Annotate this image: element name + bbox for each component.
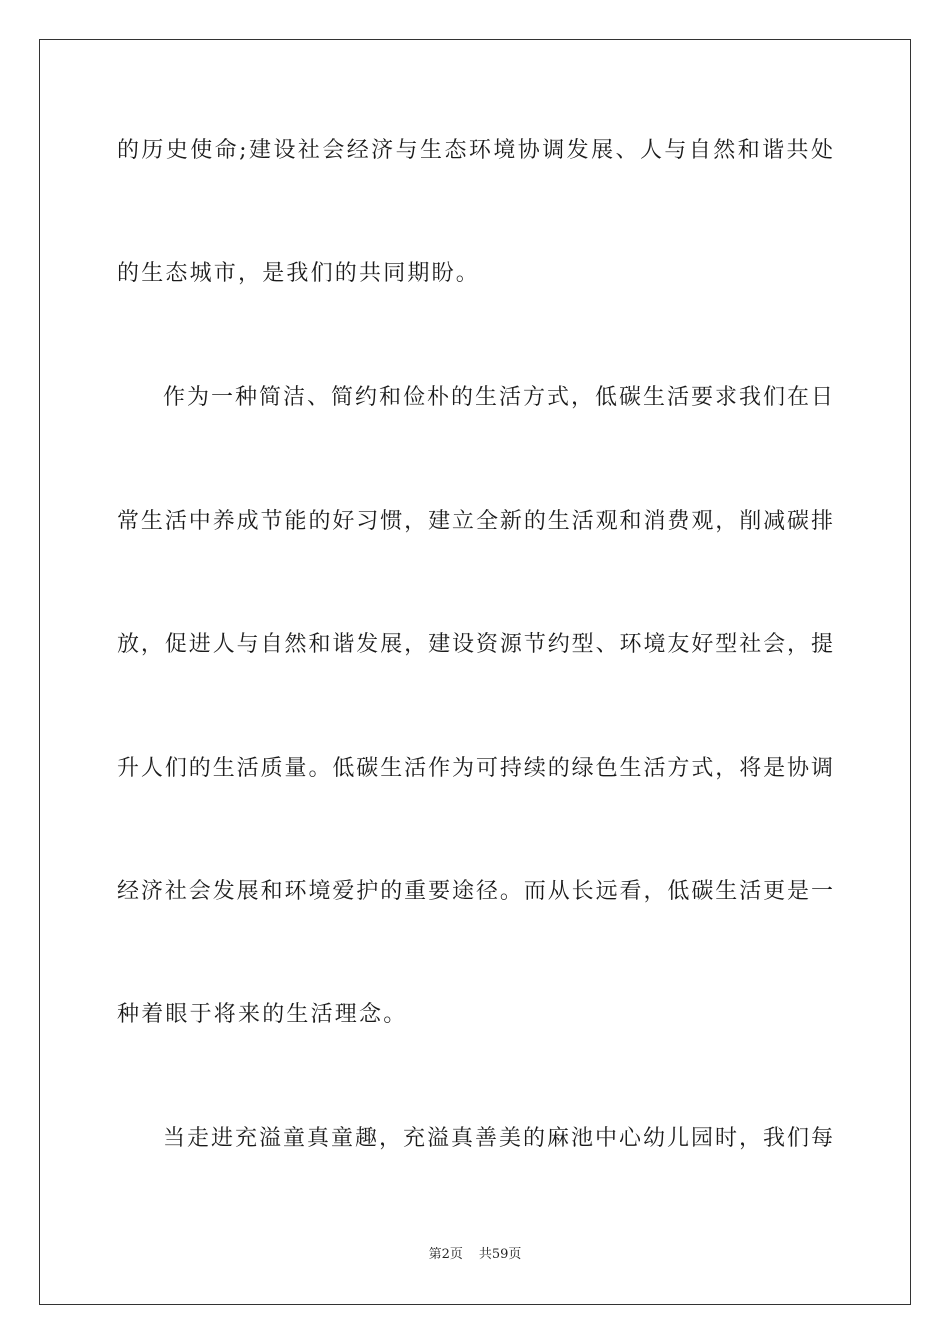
text-line: 的生态城市，是我们的共同期盼。 — [117, 261, 481, 286]
text-line: 当走进充溢童真童趣，充溢真善美的麻池中心幼儿园时，我们每 — [163, 1126, 833, 1151]
text-line: 经济社会发展和环境爱护的重要途径。而从长远看，低碳生活更是一 — [117, 879, 833, 904]
text-line: 放，促进人与自然和谐发展，建设资源节约型、环境友好型社会，提 — [117, 632, 833, 657]
text-line: 的历史使命;建设社会经济与生态环境协调发展、人与自然和谐共处 — [117, 138, 833, 163]
text-line: 升人们的生活质量。低碳生活作为可持续的绿色生活方式，将是协调 — [117, 756, 833, 781]
text-line: 种着眼于将来的生活理念。 — [117, 1002, 408, 1027]
page-total: 共59页 — [478, 1247, 522, 1262]
text-line: 作为一种简洁、简约和俭朴的生活方式，低碳生活要求我们在日 — [163, 385, 833, 410]
page-number: 第2页 — [428, 1247, 463, 1262]
page-footer — [0, 1246, 950, 1264]
text-line: 常生活中养成节能的好习惯，建立全新的生活观和消费观，削减碳排 — [117, 509, 833, 534]
page-frame — [39, 39, 911, 1305]
